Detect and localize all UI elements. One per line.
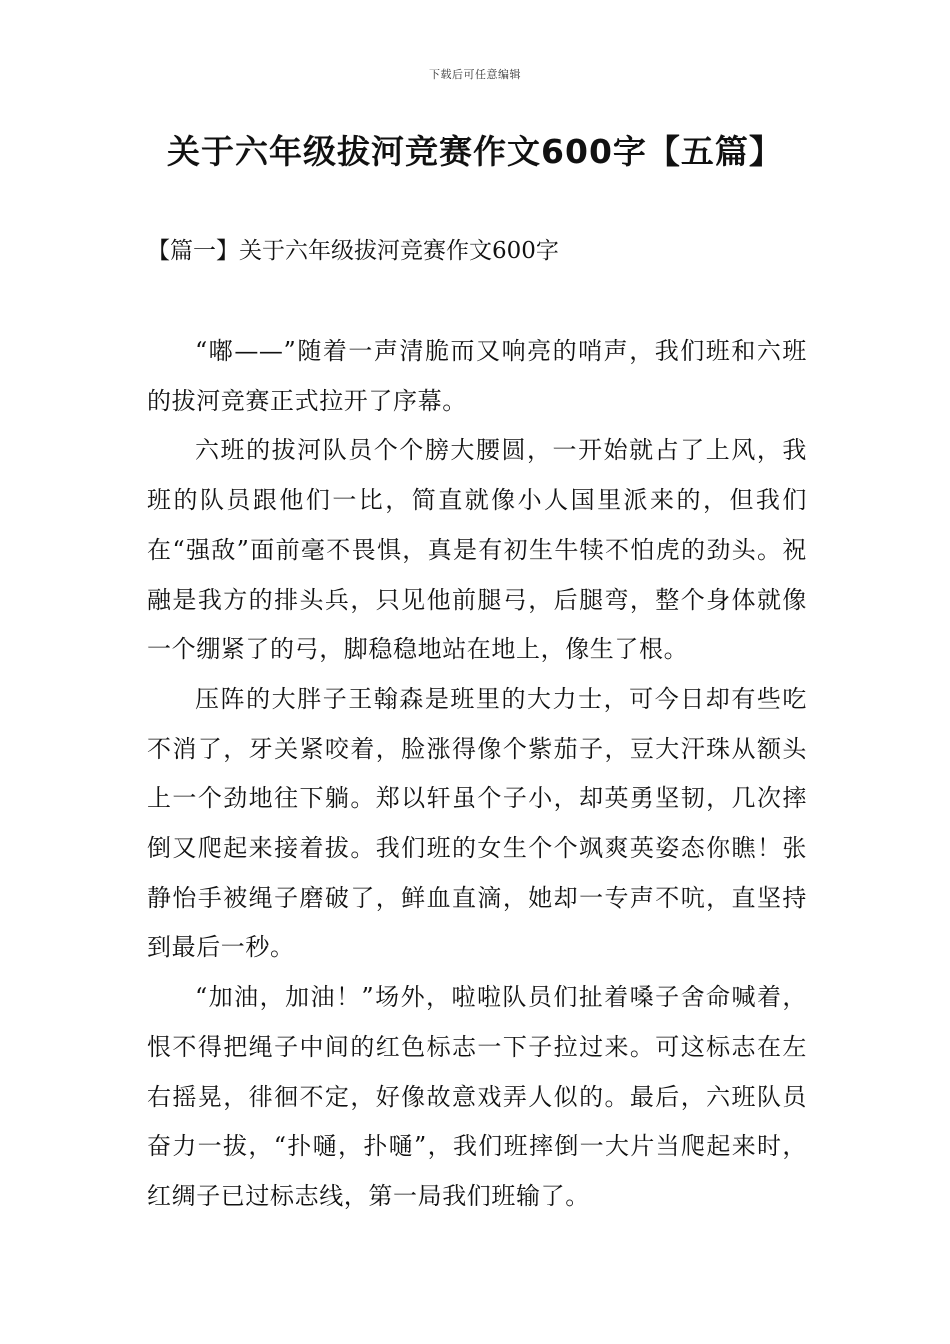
body-text xyxy=(147,327,807,1222)
paragraph: “嘟——”随着一声清脆而又响亮的哨声，我们班和六班的拔河竞赛正式拉开了序幕。 xyxy=(147,337,807,415)
paragraph: 六班的拔河队员个个膀大腰圆，一开始就占了上风，我班的队员跟他们一比，简直就像小人国里派来的，但我们在“强敌”面前毫不畏惧，真是有初生牛犊不怕虎的劲头。祝融是我方的排头兵，只见他前腿弓，后腿弯，整个身体就像一个绷紧了的弓，脚稳稳地站在地上，像生了根。 xyxy=(147,436,807,664)
paragraph: 压阵的大胖子王翰森是班里的大力士，可今日却有些吃不消了，牙关紧咬着，脸涨得像个紫茄子，豆大汗珠从额头上一个劲地往下躺。郑以轩虽个子小，却英勇坚韧，几次摔倒又爬起来接着拔。我们班的女生个个飒爽英姿态你瞧！张静怡手被绳子磨破了，鲜血直滴，她却一专声不吭，直坚持到最后一秒。 xyxy=(147,684,807,962)
paragraph: “加油，加油！”场外，啦啦队员们扯着嗓子舍命喊着，恨不得把绳子中间的红色标志一下子拉过来。可这标志在左右摇晃，徘徊不定，好像故意戏弄人似的。最后，六班队员奋力一拔，“扑嗵，扑嗵”，我们班摔倒一大片当爬起来时，红绸子已过标志线，第一局我们班输了。 xyxy=(147,983,807,1210)
header-note: 下载后可任意编辑 xyxy=(429,68,521,81)
section-heading: 【篇一】关于六年级拔河竞赛作文600字 xyxy=(147,238,559,264)
document-title: 关于六年级拔河竞赛作文600字【五篇】 xyxy=(167,132,783,171)
